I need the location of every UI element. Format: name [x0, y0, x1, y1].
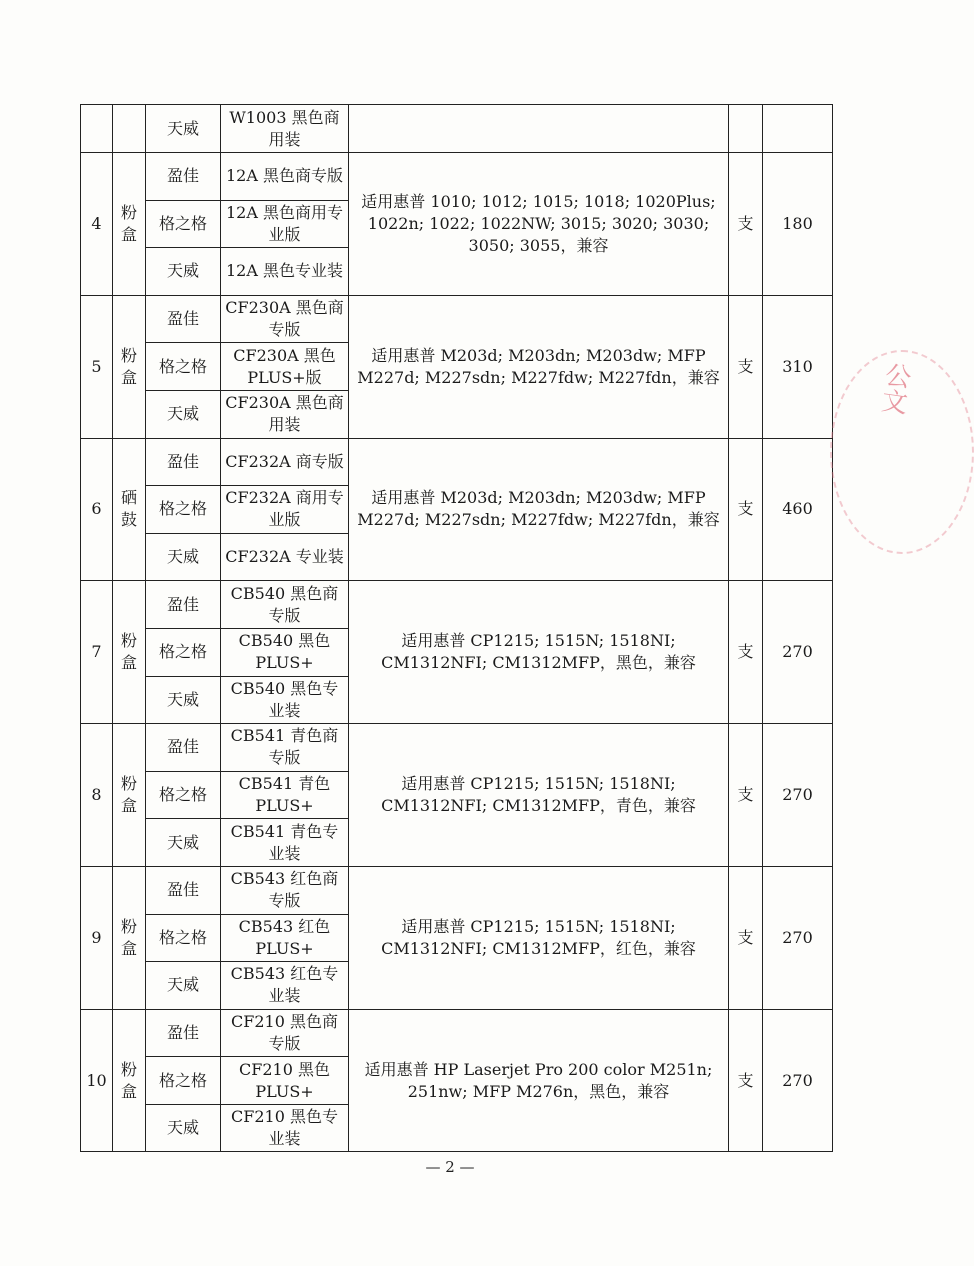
- cell-model: CB541 青色专业装: [221, 819, 349, 867]
- cell-brand: 天威: [146, 819, 221, 867]
- table-row: [81, 1009, 833, 1057]
- cell-unit-empty: [729, 105, 763, 153]
- cell-brand: 格之格: [146, 200, 221, 248]
- cell-model: CF230A 黑色PLUS+版: [221, 343, 349, 391]
- cell-description: 适用惠普 CP1215; 1515N; 1518NI; CM1312NFI; CM1312MFP，青色，兼容: [349, 724, 729, 867]
- cell-unit: 支: [729, 295, 763, 438]
- cell-model: CB543 红色专业装: [221, 962, 349, 1010]
- cell-price: 180: [763, 153, 833, 296]
- cell-description: 适用惠普 M203d; M203dn; M203dw; MFP M227d; M227sdn; M227fdw; M227fdn，兼容: [349, 438, 729, 581]
- cell-model: CB541 青色PLUS+: [221, 771, 349, 819]
- cell-brand: 盈佳: [146, 438, 221, 486]
- cell-brand: 盈佳: [146, 295, 221, 343]
- cell-model: CB543 红色PLUS+: [221, 914, 349, 962]
- cell-brand: 格之格: [146, 1057, 221, 1105]
- cell-model: CF230A 黑色商专版: [221, 295, 349, 343]
- table-row: [81, 153, 833, 201]
- cell-brand: 盈佳: [146, 866, 221, 914]
- cell-model: 12A 黑色专业装: [221, 248, 349, 296]
- cell-price: 270: [763, 581, 833, 724]
- table-row: [81, 295, 833, 343]
- cell-description: 适用惠普 CP1215; 1515N; 1518NI; CM1312NFI; CM1312MFP，红色，兼容: [349, 866, 729, 1009]
- cell-unit: 支: [729, 1009, 763, 1152]
- cell-model: CB540 黑色PLUS+: [221, 628, 349, 676]
- cell-price: 270: [763, 724, 833, 867]
- cell-brand: 天威: [146, 962, 221, 1010]
- cell-model: CB540 黑色专业装: [221, 676, 349, 724]
- cell-item-number: 10: [81, 1009, 113, 1152]
- cell-unit: 支: [729, 581, 763, 724]
- cell-model: W1003 黑色商用装: [221, 105, 349, 153]
- cell-item-number: 8: [81, 724, 113, 867]
- cell-brand: 天威: [146, 390, 221, 438]
- cell-category: 粉 盒: [113, 1009, 146, 1152]
- cell-category: 粉 盒: [113, 581, 146, 724]
- cell-category: 硒 鼓: [113, 438, 146, 581]
- cell-model: CF232A 商专版: [221, 438, 349, 486]
- table-row: [81, 438, 833, 486]
- cell-model: 12A 黑色商用专业版: [221, 200, 349, 248]
- cell-model: CF210 黑色PLUS+: [221, 1057, 349, 1105]
- cell-category: 粉 盒: [113, 866, 146, 1009]
- cell-model: CB540 黑色商专版: [221, 581, 349, 629]
- table-row: [81, 105, 833, 153]
- cell-description: 适用惠普 M203d; M203dn; M203dw; MFP M227d; M227sdn; M227fdw; M227fdn，兼容: [349, 295, 729, 438]
- cell-brand: 格之格: [146, 343, 221, 391]
- cell-description: 适用惠普 1010; 1012; 1015; 1018; 1020Plus; 1022n; 1022; 1022NW; 3015; 3020; 3030; 3050; 3055，兼容: [349, 153, 729, 296]
- cell-category: 粉 盒: [113, 153, 146, 296]
- cell-unit: 支: [729, 866, 763, 1009]
- cell-model: CF230A 黑色商用装: [221, 390, 349, 438]
- cell-brand: 天威: [146, 248, 221, 296]
- cell-brand: 格之格: [146, 628, 221, 676]
- cell-description: 适用惠普 HP Laserjet Pro 200 color M251n; 251nw; MFP M276n，黑色，兼容: [349, 1009, 729, 1152]
- cell-brand: 天威: [146, 1104, 221, 1152]
- official-seal: 公文: [875, 360, 913, 416]
- cell-unit: 支: [729, 724, 763, 867]
- cell-model: CF210 黑色专业装: [221, 1104, 349, 1152]
- product-table: [80, 104, 833, 1152]
- cell-brand: 格之格: [146, 771, 221, 819]
- cell-item-number: 4: [81, 153, 113, 296]
- cell-brand: 盈佳: [146, 581, 221, 629]
- cell-description-empty: [349, 105, 729, 153]
- cell-item-number: 7: [81, 581, 113, 724]
- cell-category: 粉 盒: [113, 295, 146, 438]
- cell-price: 270: [763, 866, 833, 1009]
- cell-price: 270: [763, 1009, 833, 1152]
- cell-price: 460: [763, 438, 833, 581]
- cell-model: CF232A 专业装: [221, 533, 349, 581]
- cell-unit: 支: [729, 438, 763, 581]
- cell-brand: 盈佳: [146, 724, 221, 772]
- cell-brand: 盈佳: [146, 1009, 221, 1057]
- cell-brand: 天威: [146, 105, 221, 153]
- cell-item-number: 9: [81, 866, 113, 1009]
- table-row: [81, 724, 833, 772]
- cell-no-empty: [81, 105, 113, 153]
- cell-category-empty: [113, 105, 146, 153]
- cell-price: 310: [763, 295, 833, 438]
- cell-unit: 支: [729, 153, 763, 296]
- cell-brand: 格之格: [146, 914, 221, 962]
- cell-price-empty: [763, 105, 833, 153]
- cell-model: CB541 青色商专版: [221, 724, 349, 772]
- table-row: [81, 866, 833, 914]
- cell-description: 适用惠普 CP1215; 1515N; 1518NI; CM1312NFI; CM1312MFP，黑色，兼容: [349, 581, 729, 724]
- cell-brand: 天威: [146, 676, 221, 724]
- page-number: — 2 —: [425, 1158, 475, 1176]
- cell-model: CF232A 商用专业版: [221, 486, 349, 534]
- cell-brand: 盈佳: [146, 153, 221, 201]
- cell-item-number: 6: [81, 438, 113, 581]
- cell-brand: 格之格: [146, 486, 221, 534]
- cell-brand: 天威: [146, 533, 221, 581]
- cell-model: CF210 黑色商专版: [221, 1009, 349, 1057]
- cell-model: 12A 黑色商专版: [221, 153, 349, 201]
- cell-item-number: 5: [81, 295, 113, 438]
- table-row: [81, 581, 833, 629]
- cell-model: CB543 红色商专版: [221, 866, 349, 914]
- cell-category: 粉 盒: [113, 724, 146, 867]
